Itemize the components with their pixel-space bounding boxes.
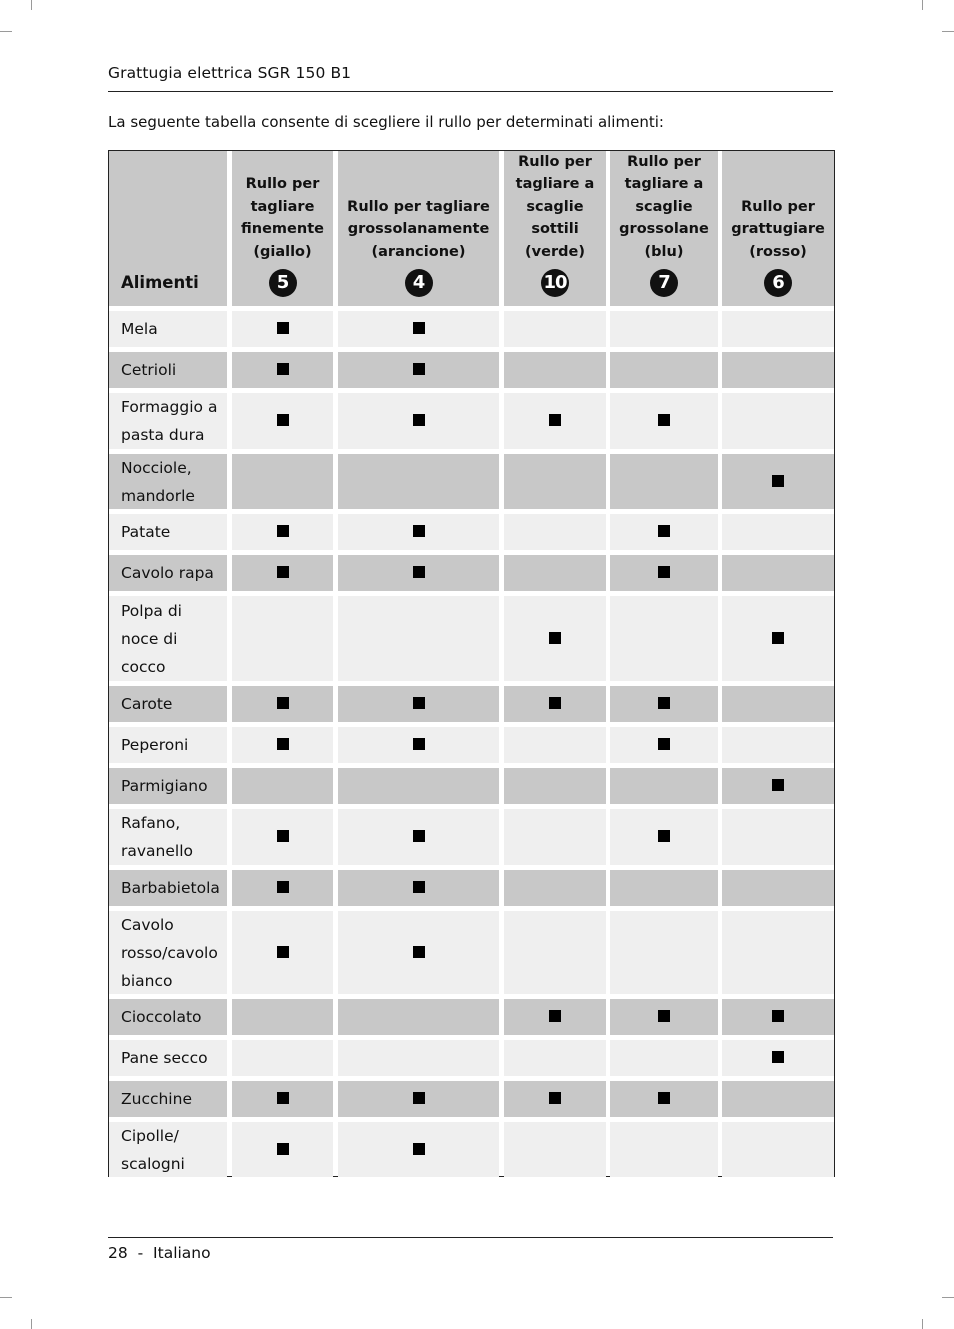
page-header-title: Grattugia elettrica SGR 150 B1 <box>108 64 352 82</box>
column-header-line: Rullo per <box>627 153 701 170</box>
column-header-line: (verde) <box>525 243 585 260</box>
food-cell <box>109 809 227 865</box>
suitable-mark <box>277 1092 289 1104</box>
roller-cell <box>232 809 333 865</box>
column-header-line: Rullo per <box>518 153 592 170</box>
suitable-mark <box>413 414 425 426</box>
suitable-mark <box>549 1092 561 1104</box>
roller-cell <box>610 596 718 681</box>
roller-cell <box>338 555 499 591</box>
food-name <box>121 454 195 510</box>
suitable-mark <box>277 946 289 958</box>
suitable-mark <box>277 830 289 842</box>
suitable-mark <box>549 697 561 709</box>
food-name-line: Formaggio a <box>121 398 218 416</box>
suitable-mark <box>413 697 425 709</box>
roller-cell <box>338 352 499 388</box>
roller-cell <box>722 768 834 804</box>
suitable-mark <box>658 738 670 750</box>
roller-cell <box>504 999 606 1035</box>
column-header-line: tagliare a <box>515 176 595 192</box>
food-name-line: Mela <box>121 320 158 338</box>
roller-cell <box>504 1081 606 1117</box>
roller-cell <box>338 514 499 550</box>
roller-cell <box>338 1122 499 1177</box>
roller-cell <box>232 686 333 722</box>
food-name <box>121 356 176 384</box>
roller-cell <box>338 454 499 509</box>
column-header-label: Alimenti <box>121 273 199 292</box>
suitable-mark <box>413 566 425 578</box>
roller-cell <box>232 454 333 509</box>
roller-cell <box>504 514 606 550</box>
food-name <box>121 315 158 343</box>
roller-cell <box>610 311 718 347</box>
roller-cell <box>722 514 834 550</box>
crop-mark <box>922 0 923 10</box>
column-header-label <box>722 196 834 264</box>
roller-cell <box>232 1122 333 1177</box>
roller-cell <box>722 1081 834 1117</box>
food-name <box>121 1044 208 1072</box>
roller-cell <box>504 454 606 509</box>
roller-cell <box>232 911 333 994</box>
food-name <box>121 874 220 902</box>
food-cell <box>109 911 227 994</box>
roller-cell <box>610 911 718 994</box>
roller-cell <box>232 1040 333 1076</box>
food-name <box>121 690 172 718</box>
header-cell-roller <box>610 151 718 306</box>
roller-cell <box>338 727 499 763</box>
food-name <box>121 1085 192 1113</box>
food-name-line: rosso/cavolo <box>121 943 218 962</box>
column-header-line: (blu) <box>644 243 684 260</box>
intro-text: La seguente tabella consente di scegliere il rullo per determinati alimenti: <box>108 113 664 131</box>
column-header-line: (giallo) <box>253 243 312 260</box>
roller-cell <box>722 870 834 906</box>
suitable-mark <box>413 830 425 842</box>
crop-mark <box>31 1319 32 1329</box>
food-name <box>121 518 170 546</box>
column-header-line: grossolane <box>619 221 709 237</box>
suitable-mark <box>772 779 784 791</box>
food-name-line: bianco <box>121 971 173 990</box>
column-header-label <box>232 173 333 263</box>
suitable-mark <box>658 566 670 578</box>
column-header-label <box>338 196 499 264</box>
roller-cell <box>610 352 718 388</box>
roller-cell <box>504 911 606 994</box>
crop-mark <box>31 0 32 10</box>
food-name-line: pasta dura <box>121 426 205 444</box>
suitable-mark <box>772 632 784 644</box>
roller-cell <box>338 311 499 347</box>
suitable-mark <box>658 830 670 842</box>
food-name-line: Cetrioli <box>121 361 177 379</box>
suitable-mark <box>413 1092 425 1104</box>
roller-cell <box>610 454 718 509</box>
roller-cell <box>232 555 333 591</box>
roller-cell <box>722 596 834 681</box>
suitable-mark <box>658 525 670 537</box>
suitable-mark <box>549 414 561 426</box>
food-cell <box>109 870 227 906</box>
suitable-mark <box>413 322 425 334</box>
suitable-mark <box>277 1143 289 1155</box>
roller-cell <box>232 768 333 804</box>
food-name-line: Zucchine <box>121 1090 192 1108</box>
column-header-line: Rullo per <box>245 176 320 192</box>
food-name <box>121 597 182 681</box>
roller-cell <box>610 1081 718 1117</box>
food-cell <box>109 1122 227 1177</box>
roller-cell <box>504 1040 606 1076</box>
header-divider <box>108 91 833 92</box>
roller-cell <box>722 311 834 347</box>
page-number: 28 <box>108 1244 128 1262</box>
food-name-line: Rafano, <box>121 814 181 832</box>
food-cell <box>109 352 227 388</box>
roller-cell <box>232 596 333 681</box>
roller-cell <box>504 768 606 804</box>
header-cell-roller <box>504 151 606 306</box>
column-header-line: scaglie <box>526 198 584 215</box>
food-name-line: scalogni <box>121 1154 185 1173</box>
suitable-mark <box>413 1143 425 1155</box>
roller-cell <box>504 809 606 865</box>
column-header-line: (rosso) <box>749 243 807 260</box>
roller-cell <box>338 809 499 865</box>
suitable-mark <box>549 1010 561 1022</box>
roller-cell <box>338 768 499 804</box>
crop-mark <box>942 31 954 32</box>
food-name <box>121 1003 202 1031</box>
roller-cell <box>338 1040 499 1076</box>
roller-cell <box>232 514 333 550</box>
roller-cell <box>338 911 499 994</box>
roller-cell <box>504 555 606 591</box>
footer-separator: - <box>137 1244 144 1262</box>
roller-cell <box>504 1122 606 1177</box>
roller-cell <box>722 454 834 509</box>
food-name-line: Cavolo <box>121 915 174 934</box>
roller-cell <box>232 1081 333 1117</box>
roller-cell <box>338 686 499 722</box>
suitable-mark <box>277 738 289 750</box>
roller-cell <box>722 727 834 763</box>
suitable-mark <box>658 1092 670 1104</box>
roller-cell <box>610 870 718 906</box>
food-name-line: Cioccolato <box>121 1008 202 1026</box>
footer-divider <box>108 1237 833 1238</box>
food-cell <box>109 514 227 550</box>
food-cell <box>109 999 227 1035</box>
food-name-line: Cavolo rapa <box>121 564 214 582</box>
column-header-line: Rullo per <box>741 198 815 215</box>
roller-cell <box>722 999 834 1035</box>
suitable-mark <box>772 1010 784 1022</box>
suitable-mark <box>413 946 425 958</box>
food-cell <box>109 311 227 347</box>
column-header-line: tagliare a <box>624 176 704 192</box>
food-name-line: cocco <box>121 657 166 676</box>
header-cell-roller <box>722 151 834 306</box>
food-name-line: ravanello <box>121 842 193 860</box>
column-header-line: (arancione) <box>371 243 466 260</box>
roller-cell <box>610 555 718 591</box>
roller-cell <box>722 555 834 591</box>
roller-cell <box>504 311 606 347</box>
food-cell <box>109 454 227 509</box>
roller-cell <box>610 1040 718 1076</box>
roller-cell <box>722 1040 834 1076</box>
food-cell <box>109 596 227 681</box>
roller-cell <box>504 352 606 388</box>
column-header-line: finemente <box>241 221 324 237</box>
roller-cell <box>610 393 718 449</box>
roller-cell <box>232 393 333 449</box>
suitable-mark <box>413 363 425 375</box>
food-cell <box>109 555 227 591</box>
column-header-line: grossolanamente <box>347 221 490 237</box>
food-name-line: Polpa di <box>121 601 182 620</box>
roller-cell <box>338 1081 499 1117</box>
header-cell-alimenti <box>109 151 227 306</box>
food-name <box>121 772 208 800</box>
column-header-label <box>504 151 606 264</box>
roller-cell <box>232 999 333 1035</box>
page-footer <box>108 1244 211 1262</box>
food-name <box>121 731 188 759</box>
roller-cell <box>232 352 333 388</box>
column-header-line: Rullo per tagliare <box>347 198 490 215</box>
roller-number-badge: 4 <box>405 269 433 297</box>
suitable-mark <box>277 881 289 893</box>
suitable-mark <box>549 632 561 644</box>
suitable-mark <box>772 1051 784 1063</box>
suitable-mark <box>658 414 670 426</box>
food-name-line: Pane secco <box>121 1049 208 1067</box>
food-cell <box>109 393 227 449</box>
roller-cell <box>610 514 718 550</box>
roller-number-badge: 7 <box>650 269 678 297</box>
food-name-line: Barbabietola <box>121 879 220 897</box>
header-cell-roller <box>232 151 333 306</box>
food-name-line: mandorle <box>121 486 195 505</box>
roller-cell <box>232 311 333 347</box>
suitable-mark <box>413 881 425 893</box>
food-name <box>121 911 218 995</box>
roller-number-badge: 10 <box>541 269 569 297</box>
suitable-mark <box>277 525 289 537</box>
food-cell <box>109 727 227 763</box>
roller-cell <box>722 393 834 449</box>
roller-cell <box>338 596 499 681</box>
crop-mark <box>922 1319 923 1329</box>
roller-cell <box>610 1122 718 1177</box>
food-name-line: Parmigiano <box>121 777 208 795</box>
roller-cell <box>232 727 333 763</box>
column-header-line: grattugiare <box>731 221 825 237</box>
roller-cell <box>504 686 606 722</box>
column-header-line: scaglie <box>635 198 693 215</box>
roller-cell <box>722 911 834 994</box>
roller-number-badge: 5 <box>269 269 297 297</box>
suitable-mark <box>277 363 289 375</box>
food-name <box>121 393 217 449</box>
food-name-line: noce di <box>121 629 178 648</box>
suitable-mark <box>277 697 289 709</box>
food-name <box>121 1122 185 1178</box>
suitable-mark <box>277 322 289 334</box>
suitable-mark <box>277 566 289 578</box>
roller-cell <box>610 686 718 722</box>
roller-cell <box>232 870 333 906</box>
roller-cell <box>504 393 606 449</box>
suitable-mark <box>277 414 289 426</box>
roller-cell <box>338 999 499 1035</box>
column-header-line: tagliare <box>250 198 315 215</box>
food-name <box>121 809 193 865</box>
roller-cell <box>610 999 718 1035</box>
column-header-line: sottili <box>531 221 579 237</box>
roller-cell <box>504 870 606 906</box>
crop-mark <box>0 31 12 32</box>
food-name-line: Nocciole, <box>121 458 192 477</box>
food-cell <box>109 768 227 804</box>
food-name-line: Patate <box>121 523 171 541</box>
roller-selection-table <box>108 150 835 1177</box>
roller-number-badge: 6 <box>764 269 792 297</box>
roller-cell <box>504 727 606 763</box>
roller-cell <box>338 393 499 449</box>
suitable-mark <box>413 738 425 750</box>
suitable-mark <box>413 525 425 537</box>
crop-mark <box>942 1297 954 1298</box>
roller-cell <box>504 596 606 681</box>
roller-cell <box>610 727 718 763</box>
crop-mark <box>0 1297 12 1298</box>
food-name <box>121 559 214 587</box>
roller-cell <box>722 352 834 388</box>
footer-language: Italiano <box>153 1244 211 1262</box>
roller-cell <box>722 686 834 722</box>
suitable-mark <box>658 697 670 709</box>
roller-cell <box>610 809 718 865</box>
roller-cell <box>722 1122 834 1177</box>
column-header-label <box>610 151 718 264</box>
food-cell <box>109 686 227 722</box>
food-cell <box>109 1040 227 1076</box>
roller-cell <box>722 809 834 865</box>
roller-cell <box>610 768 718 804</box>
food-name-line: Cipolle/ <box>121 1126 179 1145</box>
food-name-line: Peperoni <box>121 736 189 754</box>
suitable-mark <box>772 475 784 487</box>
suitable-mark <box>658 1010 670 1022</box>
roller-cell <box>338 870 499 906</box>
header-cell-roller <box>338 151 499 306</box>
food-cell <box>109 1081 227 1117</box>
food-name-line: Carote <box>121 695 173 713</box>
